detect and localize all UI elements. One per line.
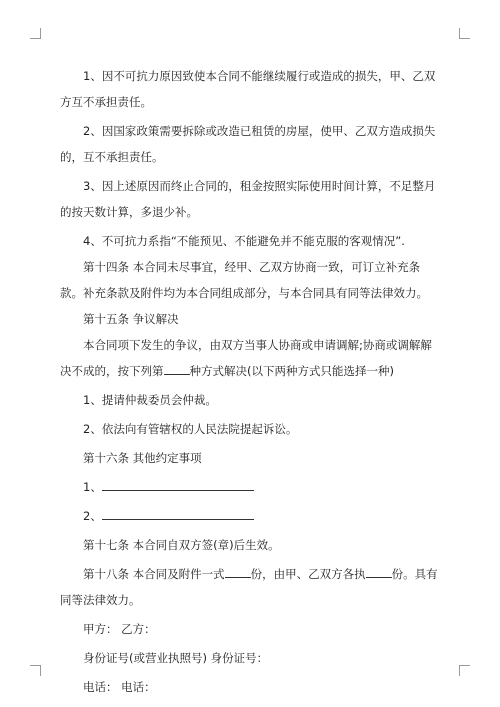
signature-phones: 电话： 电话： <box>83 680 156 694</box>
article-15-title: 第十五条 争议解决 <box>83 312 179 326</box>
signature-parties: 甲方： 乙方： <box>83 622 156 636</box>
other-item-2-prefix: 2、 <box>83 509 102 523</box>
crop-mark-top-right <box>459 28 470 39</box>
crop-mark-bottom-left <box>30 665 41 676</box>
fill-blank-item-2[interactable] <box>102 507 254 520</box>
fill-blank-each-holds[interactable] <box>366 565 392 578</box>
article-18-text-c: 份。具有同等法律效力。 <box>60 567 438 607</box>
clause-force-majeure-1: 1、因不可抗力原因致使本合同不能继续履行或造成的损失，甲、乙双方互不承担责任。 <box>60 69 436 109</box>
article-18 <box>60 561 438 613</box>
clause-force-majeure-4: 4、不可抗力系指“不能预见、不能避免并不能克服的客观情况”. <box>83 234 405 248</box>
article-16-title: 第十六条 其他约定事项 <box>83 451 202 465</box>
other-item-2 <box>60 503 438 529</box>
article-15-text-b: 种方式解决(以下两种方式只能选择一种) <box>189 364 394 378</box>
article-14: 第十四条 本合同未尽事宜，经甲、乙双方协商一致，可订立补充条款。补充条款及附件均为本合同组成部分，与本合同具有同等法律效力。 <box>60 260 428 300</box>
other-item-1-prefix: 1、 <box>83 480 102 494</box>
clause-force-majeure-3: 3、因上述原因而终止合同的，租金按照实际使用时间计算，不足整月的按天数计算，多退少补。 <box>60 179 436 219</box>
article-18-text-a: 第十八条 本合同及附件一式 <box>83 567 225 581</box>
document-body <box>60 63 438 700</box>
fill-blank-item-1[interactable] <box>102 478 254 491</box>
option-arbitration: 1、提请仲裁委员会仲裁。 <box>83 393 217 407</box>
fill-blank-method[interactable] <box>164 362 190 375</box>
crop-mark-bottom-right <box>459 665 470 676</box>
other-item-1 <box>60 474 438 500</box>
fill-blank-copies[interactable] <box>225 565 251 578</box>
crop-mark-top-left <box>30 28 41 39</box>
signature-id-numbers: 身份证号(或营业执照号) 身份证号： <box>83 651 269 665</box>
article-15-text-a: 本合同项下发生的争议，由双方当事人协商或申请调解;协商或调解解决不成的，按下列第 <box>60 338 432 378</box>
article-15-body <box>60 332 438 384</box>
article-17: 第十七条 本合同自双方签(章)后生效。 <box>83 538 280 552</box>
article-18-text-b: 份，由甲、乙双方各执 <box>250 567 366 581</box>
clause-force-majeure-2: 2、因国家政策需要拆除或改造已租赁的房屋，使甲、乙双方造成损失的，互不承担责任。 <box>60 124 436 164</box>
option-litigation: 2、依法向有管辖权的人民法院提起诉讼。 <box>83 422 298 436</box>
